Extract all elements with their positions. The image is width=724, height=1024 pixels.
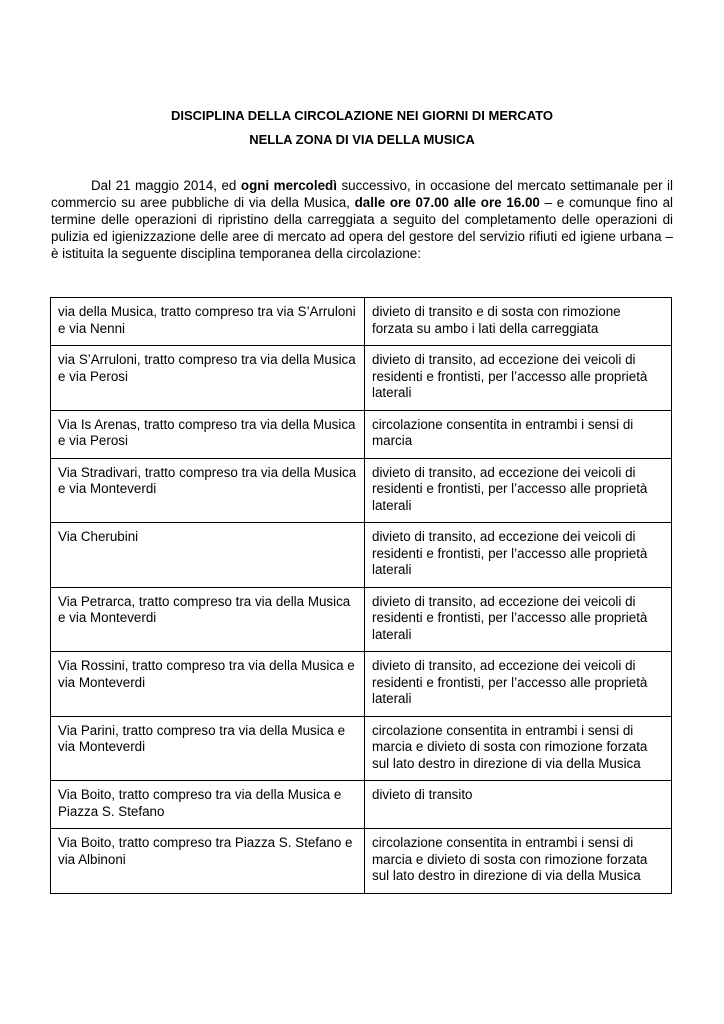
traffic-rules-table xyxy=(50,297,672,894)
intro-hours-bold: dalle ore 07.00 alle ore 16.00 xyxy=(354,195,540,210)
table-row xyxy=(51,829,672,894)
document-title: DISCIPLINA DELLA CIRCOLAZIONE NEI GIORNI DI MERCATO xyxy=(170,108,554,123)
street-cell: via della Musica, tratto compreso tra via S’Arruloni e via Nenni xyxy=(51,298,365,346)
table-row xyxy=(51,652,672,717)
rule-cell: divieto di transito, ad eccezione dei veicoli di residenti e frontisti, per l’accesso alle proprietà laterali xyxy=(365,458,672,523)
rule-cell: divieto di transito, ad eccezione dei veicoli di residenti e frontisti, per l’accesso alle proprietà laterali xyxy=(365,523,672,588)
intro-text-1: Dal 21 maggio 2014, ed xyxy=(91,178,241,193)
street-cell: Via Boito, tratto compreso tra via della Musica e Piazza S. Stefano xyxy=(51,781,365,829)
table-row xyxy=(51,523,672,588)
street-cell: Via Cherubini xyxy=(51,523,365,588)
table-row xyxy=(51,587,672,652)
table-row xyxy=(51,781,672,829)
rule-cell: circolazione consentita in entrambi i sensi di marcia e divieto di sosta con rimozione forzata sul lato destro in direzione di via della Musica xyxy=(365,716,672,781)
table-row xyxy=(51,458,672,523)
rule-cell: divieto di transito xyxy=(365,781,672,829)
rule-cell: circolazione consentita in entrambi i sensi di marcia e divieto di sosta con rimozione forzata sul lato destro in direzione di via della Musica xyxy=(365,829,672,894)
rule-cell: divieto di transito, ad eccezione dei veicoli di residenti e frontisti, per l’accesso alle proprietà laterali xyxy=(365,652,672,717)
table-row xyxy=(51,716,672,781)
street-cell: Via Parini, tratto compreso tra via della Musica e via Monteverdi xyxy=(51,716,365,781)
intro-text-3: – e comunque fino al termine delle operazioni di ripristino della carreggiata a seguito del completamento delle operazioni di pulizia ed igienizzazione delle aree di mercato ad opera del gestore del servizio rifiuti ed igiene urbana – è istituita la seguente disciplina temporanea della circolazione: xyxy=(51,195,673,261)
street-cell: Via Rossini, tratto compreso tra via della Musica e via Monteverdi xyxy=(51,652,365,717)
street-cell: via S’Arruloni, tratto compreso tra via della Musica e via Perosi xyxy=(51,346,365,411)
rule-cell: divieto di transito e di sosta con rimozione forzata su ambo i lati della carreggiata xyxy=(365,298,672,346)
street-cell: Via Boito, tratto compreso tra Piazza S. Stefano e via Albinoni xyxy=(51,829,365,894)
rule-cell: circolazione consentita in entrambi i sensi di marcia xyxy=(365,410,672,458)
document-subtitle: NELLA ZONA DI VIA DELLA MUSICA xyxy=(249,132,475,147)
intro-text-2: successivo, in occasione del mercato settimanale per il commercio su aree pubbliche di via della Musica, xyxy=(51,178,673,210)
street-cell: Via Petrarca, tratto compreso tra via della Musica e via Monteverdi xyxy=(51,587,365,652)
table-row xyxy=(51,346,672,411)
table-row xyxy=(51,410,672,458)
street-cell: Via Stradivari, tratto compreso tra via della Musica e via Monteverdi xyxy=(51,458,365,523)
rule-cell: divieto di transito, ad eccezione dei veicoli di residenti e frontisti, per l’accesso alle proprietà laterali xyxy=(365,587,672,652)
intro-day-bold: ogni mercoledì xyxy=(240,178,337,193)
intro-paragraph xyxy=(51,177,673,262)
rule-cell: divieto di transito, ad eccezione dei veicoli di residenti e frontisti, per l’accesso alle proprietà laterali xyxy=(365,346,672,411)
street-cell: Via Is Arenas, tratto compreso tra via della Musica e via Perosi xyxy=(51,410,365,458)
table-row xyxy=(51,298,672,346)
